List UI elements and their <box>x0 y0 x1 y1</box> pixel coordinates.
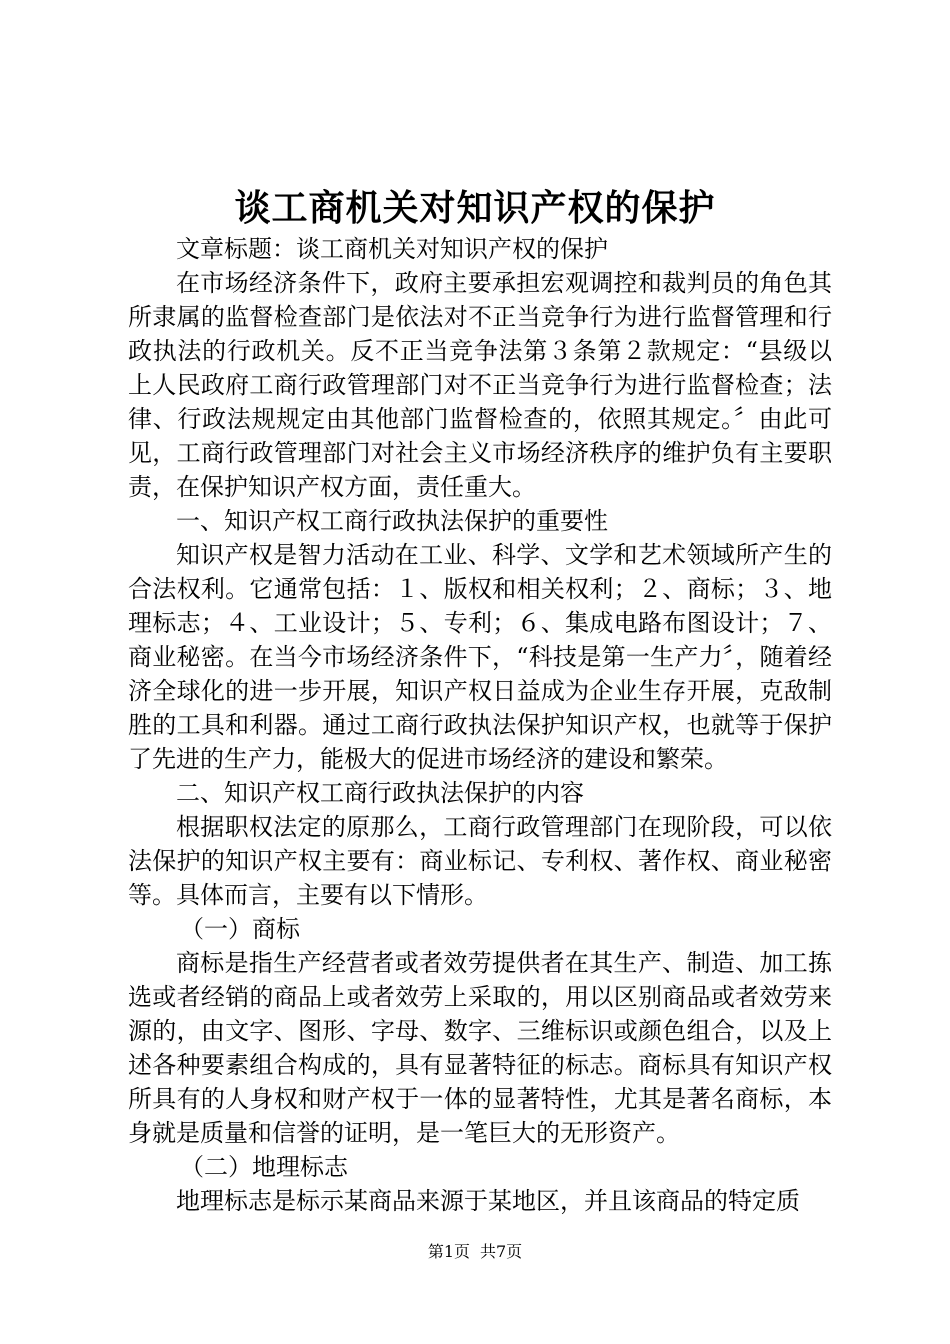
paragraph-intro: 在市场经济条件下，政府主要承担宏观调控和裁判员的角色其所隶属的监督检查部门是依法对不正当竞争行为进行监督管理和行政执法的行政机关。反不正当竞争法第３条第２款规定：“县级以上人民政府工商行政管理部门对不正当竞争行为进行监督检查；法律、行政法规规定由其他部门监督检查的，依照其规定。〞由此可见，工商行政管理部门对社会主义市场经济秩序的维护负有主要职责，在保护知识产权方面，责任重大。 <box>128 269 832 501</box>
section-heading-1: 一、知识产权工商行政执法保护的重要性 <box>176 507 608 535</box>
paragraph-trademark: 商标是指生产经营者或者效劳提供者在其生产、制造、加工拣选或者经销的商品上或者效劳上采取的，用以区别商品或者效劳来源的，由文字、图形、字母、数字、三维标识或颜色组合，以及上述各种要素组合构成的，具有显著特征的标志。商标具有知识产权所具有的人身权和财产权于一体的显著特性，尤其是著名商标，本身就是质量和信誉的证明，是一笔巨大的无形资产。 <box>128 949 832 1147</box>
document-title: 谈工商机关对知识产权的保护 <box>234 187 716 229</box>
page-total: 共7页 <box>480 1242 523 1261</box>
document-body <box>128 232 832 1218</box>
page-number: 第1页 <box>427 1242 470 1261</box>
page-footer <box>0 1241 950 1263</box>
section-heading-2: 二、知识产权工商行政执法保护的内容 <box>176 779 584 807</box>
subsection-heading-trademark: （一）商标 <box>180 915 300 943</box>
paragraph-content: 根据职权法定的原那么，工商行政管理部门在现阶段，可以依法保护的知识产权主要有：商业标记、专利权、著作权、商业秘密等。具体而言，主要有以下情形。 <box>128 813 832 909</box>
paragraph-importance: 知识产权是智力活动在工业、科学、文学和艺术领域所产生的合法权利。它通常包括：１、版权和相关权利；２、商标；３、地理标志；４、工业设计；５、专利；６、集成电路布图设计；７、商业秘密。在当今市场经济条件下，“科技是第一生产力〞，随着经济全球化的进一步开展，知识产权日益成为企业生存开展，克敌制胜的工具和利器。通过工商行政执法保护知识产权，也就等于保护了先进的生产力，能极大的促进市场经济的建设和繁荣。 <box>128 541 832 773</box>
subsection-heading-geographic: （二）地理标志 <box>180 1153 348 1181</box>
paragraph-geographic: 地理标志是标示某商品来源于某地区，并且该商品的特定质 <box>176 1187 800 1215</box>
article-title-line: 文章标题：谈工商机关对知识产权的保护 <box>176 235 608 263</box>
